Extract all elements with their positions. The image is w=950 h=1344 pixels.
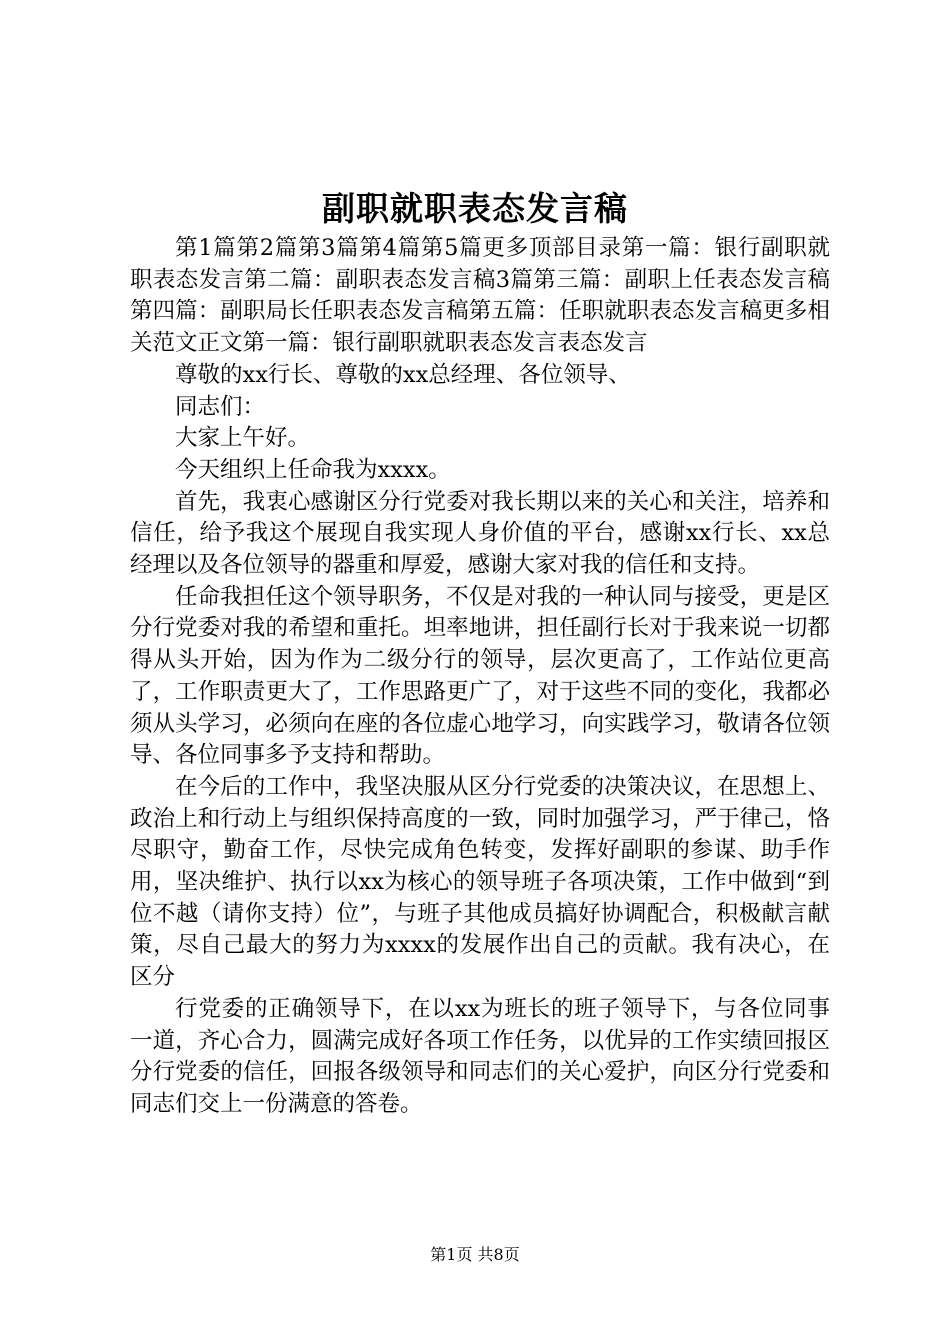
- paragraph-comrades: 同志们：: [175, 393, 266, 420]
- paragraph-thanks: 首先，我衷心感谢区分行党委对我长期以来的关心和关注，培养和信任，给予我这个展现自我实现人身价值的平台，感谢xx行长、xx总经理以及各位领导的器重和厚爱，感谢大家对我的信任和支持。: [130, 488, 830, 579]
- paragraph-greeting: 大家上午好。: [175, 425, 311, 452]
- document-title: 副职就职表态发言稿: [322, 189, 628, 228]
- paragraph-conclusion: 行党委的正确领导下，在以xx为班长的班子领导下，与各位同事一道，齐心合力，圆满完成好各项工作任务，以优异的工作实绩回报区分行党委的信任，回报各级领导和同志们的关心爱护，向区分行党委和同志们交上一份满意的答卷。: [130, 995, 830, 1117]
- page-footer: 第1页 共8页: [430, 1245, 520, 1264]
- document-body: [130, 233, 830, 1121]
- paragraph-table-of-contents: 第1篇第2篇第3篇第4篇第5篇更多顶部目录第一篇：银行副职就职表态发言第二篇：副职表态发言稿3篇第三篇：副职上任表态发言稿第四篇：副职局长任职表态发言稿第五篇：任职就职表态发言稿更多相关范文正文第一篇：银行副职就职表态发言表态发言: [130, 235, 830, 357]
- paragraph-appointment: 今天组织上任命我为xxxx。: [175, 456, 451, 483]
- paragraph-salutation: 尊敬的xx行长、尊敬的xx总经理、各位领导、: [175, 361, 631, 388]
- paragraph-commitment: 在今后的工作中，我坚决服从区分行党委的决策决议，在思想上、政治上和行动上与组织保持高度的一致，同时加强学习，严于律己，恪尽职守，勤奋工作，尽快完成角色转变，发挥好副职的参谋、助手作用，坚决维护、执行以xx为核心的领导班子各项决策，工作中做到“到位不越（请你支持）位”，与班子其他成员搞好协调配合，积极献言献策，尽自己最大的努力为xxxx的发展作出自己的贡献。我有决心，在区分: [130, 773, 830, 991]
- paragraph-responsibility: 任命我担任这个领导职务，不仅是对我的一种认同与接受，更是区分行党委对我的希望和重托。坦率地讲，担任副行长对于我来说一切都得从头开始，因为作为二级分行的领导，层次更高了，工作站位更高了，工作职责更大了，工作思路更广了，对于这些不同的变化，我都必须从头学习，必须向在座的各位虚心地学习，向实践学习，敬请各位领导、各位同事多予支持和帮助。: [130, 583, 830, 769]
